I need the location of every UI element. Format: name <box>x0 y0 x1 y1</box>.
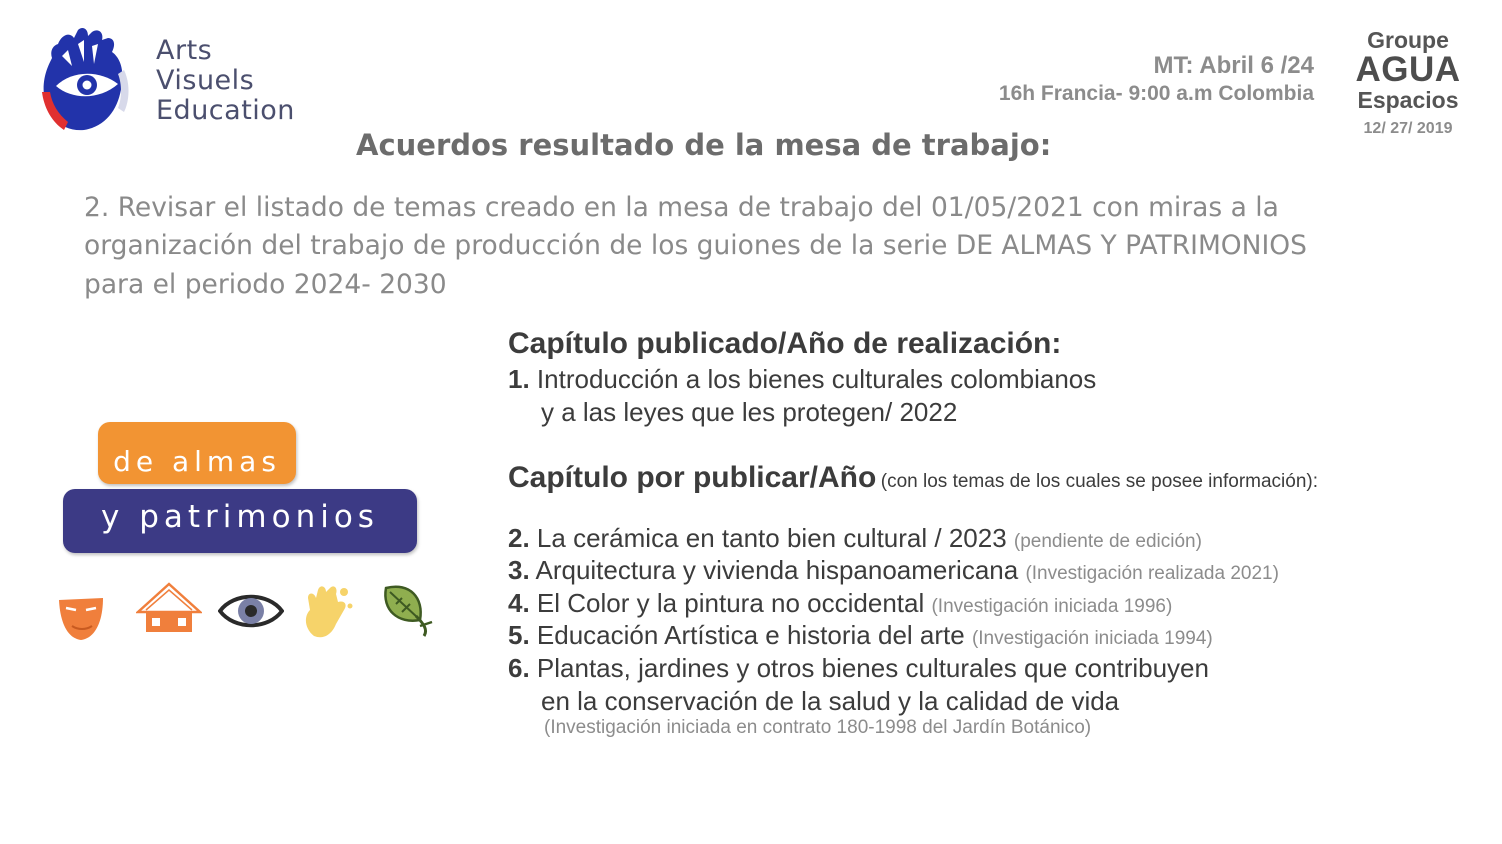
item-number: 2. <box>508 523 530 553</box>
published-item-1-line-2: y a las leyes que les protegen/ 2022 <box>541 397 958 427</box>
eye-icon <box>218 580 284 642</box>
list-item <box>508 523 1202 554</box>
item-note: (Investigación iniciada 1996) <box>931 596 1173 617</box>
item-note: (Investigación iniciada 1994) <box>971 628 1213 649</box>
hand-icon <box>300 580 356 640</box>
item-number: 3. <box>508 555 530 585</box>
item-number: 4. <box>508 588 530 618</box>
item-number: 5. <box>508 620 530 650</box>
list-item-6-note: (Investigación iniciada en contrato 180-1998 del Jardín Botánico) <box>544 717 1092 738</box>
item-note: (Investigación realizada 2021) <box>1025 563 1279 584</box>
list-item <box>508 588 1172 619</box>
meeting-time: 16h Francia- 9:00 a.m Colombia <box>998 82 1314 105</box>
item-text: La cerámica en tanto bien cultural / 2023 <box>536 523 1007 553</box>
paragraph-line-1: 2. Revisar el listado de temas creado en la mesa de trabajo del 01/05/2021 con miras a la <box>84 192 1279 223</box>
list-item <box>508 555 1279 586</box>
list-item-6-line-2: en la conservación de la salud y la calidad de vida <box>541 686 1120 716</box>
paragraph-line-2: organización del trabajo de producción de los guiones de la serie DE ALMAS Y PATRIMONIOS <box>84 230 1307 261</box>
badge-y-patrimonios: y patrimonios <box>63 489 417 553</box>
list-item <box>508 653 1209 684</box>
item-note: (pendiente de edición) <box>1013 531 1202 552</box>
item-text: Arquitectura y vivienda hispanoamericana <box>535 555 1019 585</box>
item-text: Educación Artística e historia del arte <box>536 620 965 650</box>
badge-de-almas: de almas <box>98 422 296 484</box>
page-title: Acuerdos resultado de la mesa de trabajo: <box>356 128 1052 162</box>
leaf-icon <box>380 580 436 640</box>
brand-line-visuels: Visuels <box>156 65 255 96</box>
upcoming-title: Capítulo por publicar/Año <box>508 461 877 494</box>
item-text: Introducción a los bienes culturales colombianos <box>536 364 1097 394</box>
paragraph-line-3: para el periodo 2024- 2030 <box>84 269 447 300</box>
published-item-1 <box>508 364 1096 395</box>
groupe-label: Groupe <box>1367 27 1449 53</box>
item-text: El Color y la pintura no occidental <box>536 588 925 618</box>
agua-label: AGUA <box>1355 50 1461 89</box>
upcoming-subtitle: (con los temas de los cuales se posee información): <box>880 471 1318 492</box>
item-number: 6. <box>508 653 530 683</box>
published-title: Capítulo publicado/Año de realización: <box>508 327 1062 360</box>
item-text: Plantas, jardines y otros bienes culturales que contribuyen <box>536 653 1209 683</box>
groupe-date: 12/ 27/ 2019 <box>1363 120 1453 137</box>
item-number: 1. <box>508 364 530 394</box>
mask-icon <box>56 580 106 642</box>
meeting-date: MT: Abril 6 /24 <box>1153 52 1314 79</box>
hut-icon <box>136 580 202 638</box>
arts-visuels-logo-icon <box>38 26 144 136</box>
list-item <box>508 620 1213 651</box>
brand-line-education: Education <box>156 95 295 126</box>
brand-line-arts: Arts <box>156 35 213 66</box>
espacios-label: Espacios <box>1357 87 1459 113</box>
upcoming-header <box>508 461 1318 495</box>
